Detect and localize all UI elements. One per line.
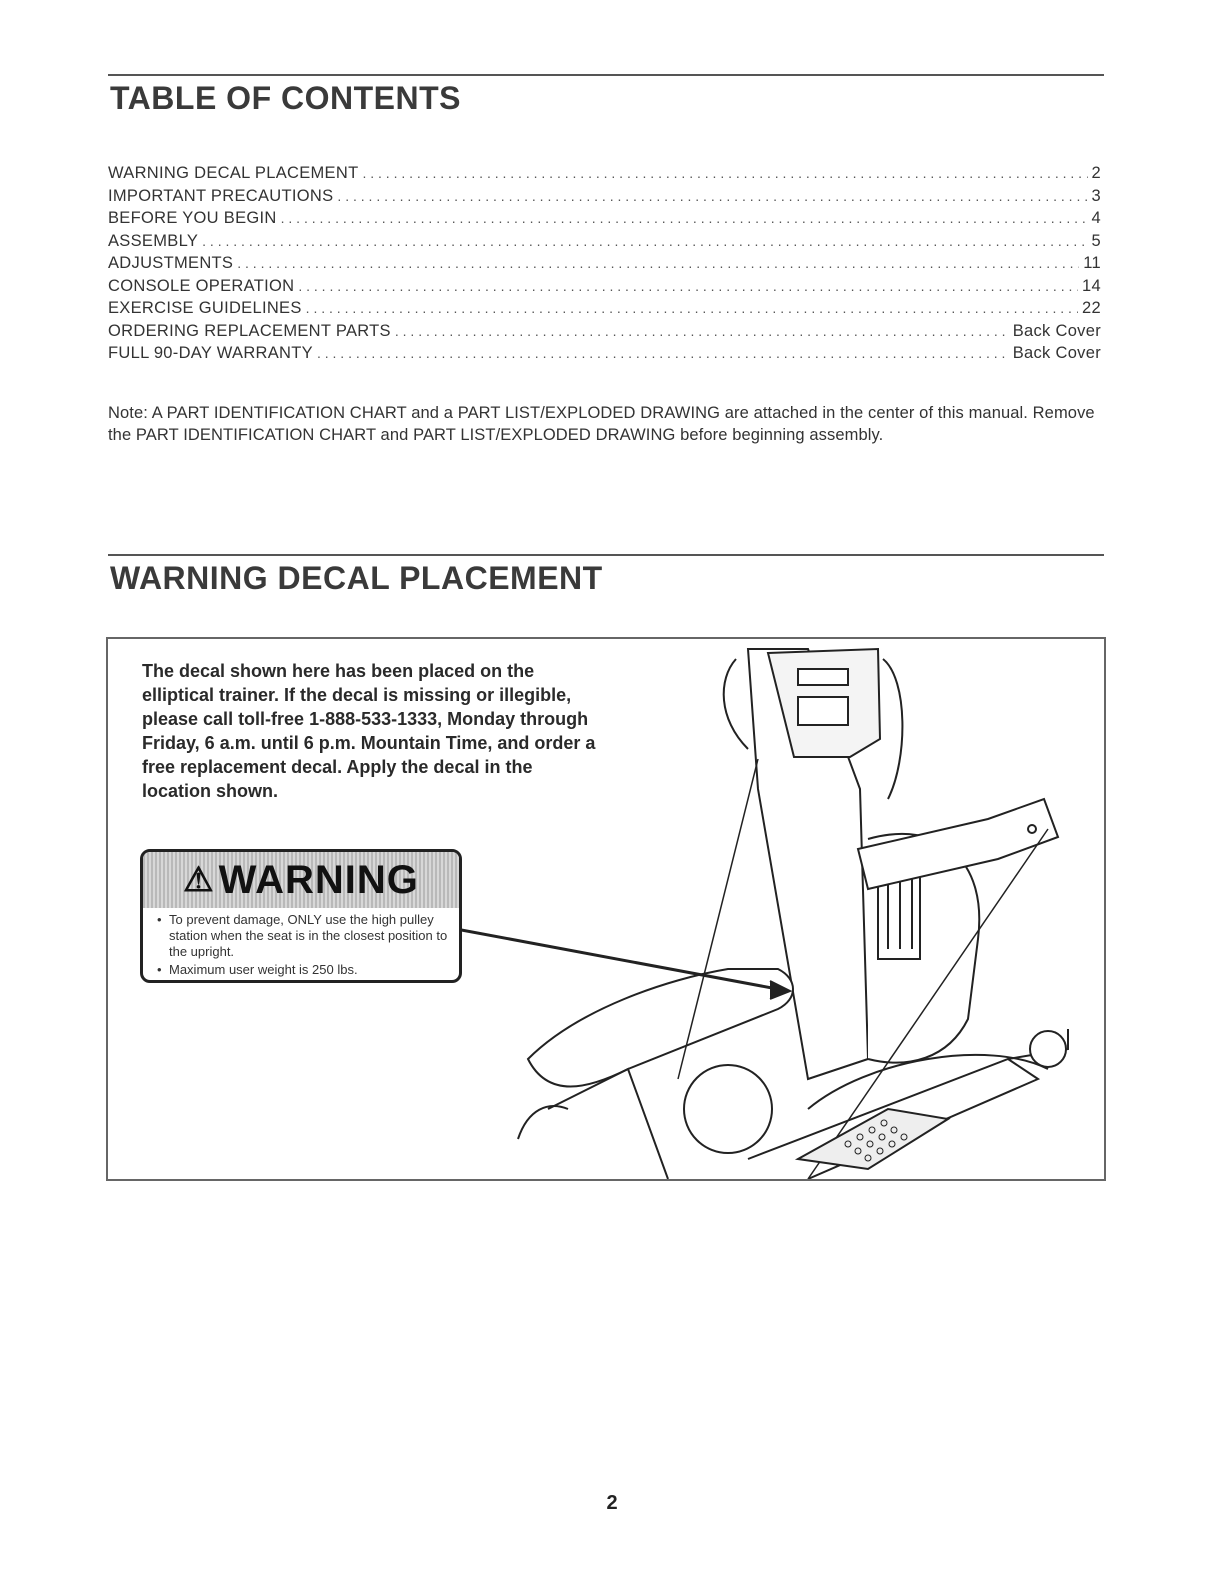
toc-entry [108, 164, 1101, 187]
toc-entry-label: IMPORTANT PRECAUTIONS [108, 186, 334, 205]
toc-entry-label: BEFORE YOU BEGIN [108, 209, 277, 227]
warning-section-title: WARNING DECAL PLACEMENT [110, 560, 603, 596]
warning-decal-item: • Maximum user weight is 250 lbs. [157, 962, 449, 978]
warning-triangle-icon: ⚠ [183, 861, 215, 899]
toc-entry-page: 14 [1082, 276, 1101, 295]
toc-entry-page: 5 [1091, 231, 1101, 250]
toc-entry-page: 2 [1091, 164, 1101, 182]
toc-dot-leader [362, 165, 1087, 181]
toc-note: Note: A PART IDENTIFICATION CHART and a PART LIST/EXPLODED DRAWING are attached in the center of this manual. Remove the PART IDENTIFICATION CHART and PART LIST/EXPLODED DRAWING before beginning assembly. [108, 404, 1095, 444]
toc-entry [108, 209, 1101, 232]
toc-entry [108, 254, 1101, 277]
warning-top-rule [108, 554, 1104, 556]
toc-entry-label: ORDERING REPLACEMENT PARTS [108, 321, 391, 340]
toc-entry [108, 232, 1101, 255]
toc-entry [108, 322, 1101, 345]
toc-dot-leader [306, 300, 1078, 316]
toc-entry-page: 11 [1083, 254, 1101, 272]
toc-dot-leader [317, 345, 1009, 361]
toc-top-rule [108, 74, 1104, 76]
toc-entry-page: Back Cover [1012, 344, 1101, 362]
toc-title: TABLE OF CONTENTS [110, 80, 461, 116]
warning-decal-heading: WARNING [218, 857, 419, 902]
warning-decal-header [143, 852, 459, 908]
toc-dot-leader [237, 255, 1079, 271]
warning-decal [140, 849, 462, 983]
toc-entry-page: 4 [1091, 209, 1101, 227]
toc-entry [108, 344, 1101, 367]
toc-entry-page: 3 [1091, 186, 1101, 205]
toc-entry-label: CONSOLE OPERATION [108, 276, 295, 295]
toc-dot-leader [281, 210, 1088, 226]
toc-dot-leader [298, 278, 1078, 294]
toc-dot-leader [202, 233, 1087, 249]
warning-decal-item: • To prevent damage, ONLY use the high pulley station when the seat is in the closest position to the upright. [157, 912, 449, 960]
toc-entry-label: FULL 90-DAY WARRANTY [108, 344, 313, 362]
toc-dot-leader [395, 323, 1009, 339]
decal-placement-figure [106, 637, 1106, 1181]
toc-entry [108, 187, 1101, 210]
toc-entry-page: 22 [1082, 299, 1101, 317]
toc-entry-label: ASSEMBLY [108, 231, 199, 250]
toc-entry-label: EXERCISE GUIDELINES [108, 299, 302, 317]
toc-entry-label: ADJUSTMENTS [108, 254, 234, 272]
toc-entry-label: WARNING DECAL PLACEMENT [108, 164, 359, 182]
toc-entry [108, 277, 1101, 300]
page-number: 2 [606, 1492, 618, 1514]
decal-instructions: The decal shown here has been placed on the elliptical trainer. If the decal is missing or illegible, please call toll-free 1-888-533-1333, Monday through Friday, 6 a.m. until 6 p.m. Mountain Time, and order a free replacement decal. Apply the decal in the location shown. [142, 661, 596, 801]
toc-dot-leader [337, 188, 1087, 204]
toc-list [108, 164, 1101, 367]
toc-entry [108, 299, 1101, 322]
toc-entry-page: Back Cover [1012, 321, 1101, 340]
warning-decal-list [143, 912, 459, 978]
